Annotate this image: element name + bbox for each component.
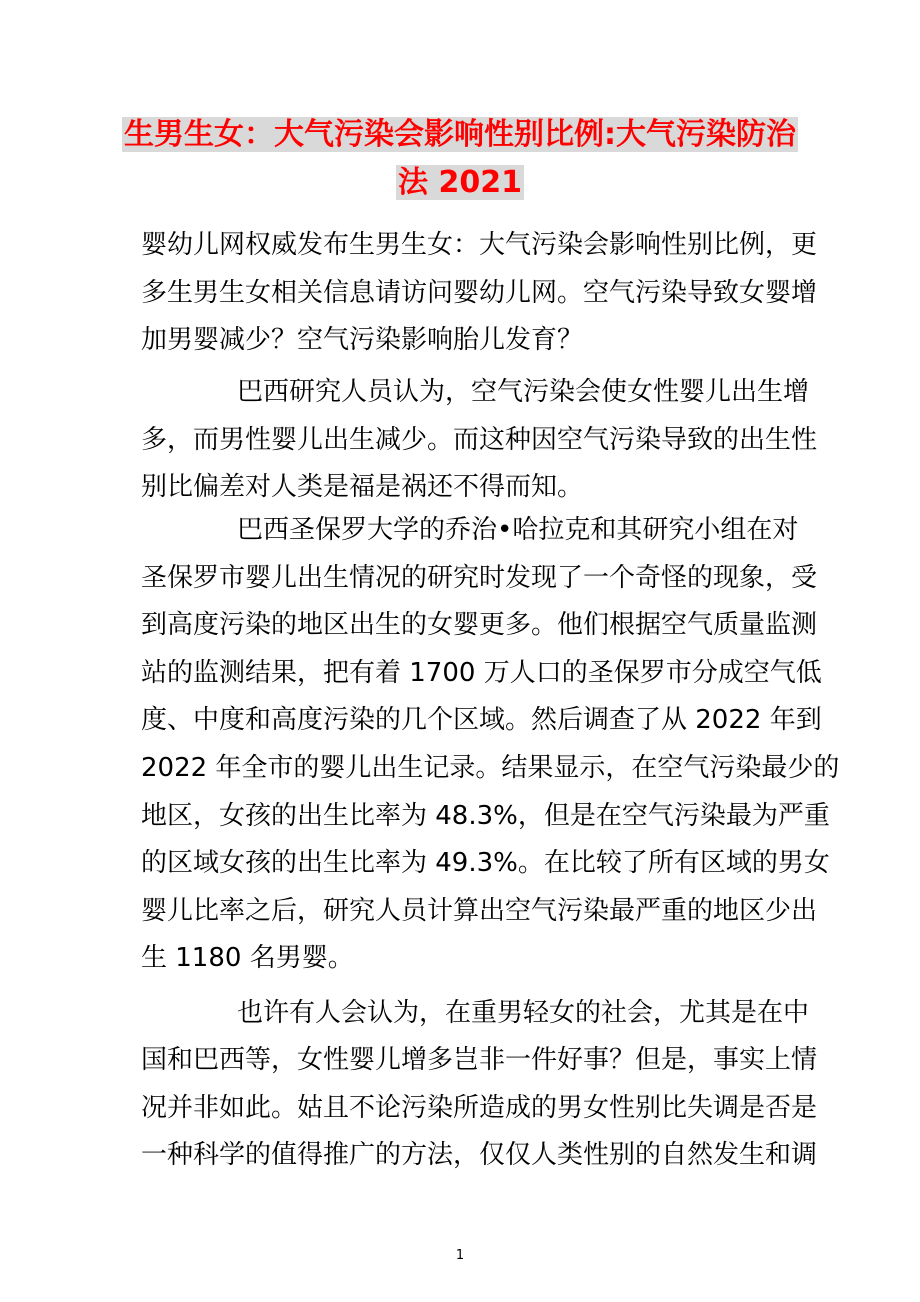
title-text: 法 2021	[398, 165, 522, 200]
page-number: 1	[455, 1248, 465, 1263]
paragraph-2-line: 巴西研究人员认为，空气污染会使女性婴儿出生增	[237, 377, 810, 407]
document-title-line-1	[0, 117, 920, 153]
paragraph-4-line: 也许有人会认为，在重男轻女的社会，尤其是在中	[237, 998, 810, 1028]
paragraph-4-line: 国和巴西等，女性婴儿增多岂非一件好事？但是，事实上情	[141, 1045, 818, 1075]
paragraph-3-line: 圣保罗市婴儿出生情况的研究时发现了一个奇怪的现象，受	[141, 563, 818, 593]
paragraph-1-line: 加男婴减少？空气污染影响胎儿发育？	[141, 325, 584, 355]
paragraph-3-line: 婴儿比率之后，研究人员计算出空气污染最严重的地区少出	[141, 896, 818, 926]
paragraph-1-line: 婴幼儿网权威发布生男生女：大气污染会影响性别比例，更	[141, 230, 818, 260]
paragraph-3-line: 的区域女孩的出生比率为 49.3%。在比较了所有区域的男女	[141, 848, 830, 878]
title-text: 生男生女：大气污染会影响性别比例:大气污染防治	[124, 117, 796, 152]
paragraph-3-line: 度、中度和高度污染的几个区域。然后调查了从 2022 年到	[141, 705, 822, 735]
paragraph-3-line: 生 1180 名男婴。	[141, 943, 354, 973]
paragraph-3-line: 到高度污染的地区出生的女婴更多。他们根据空气质量监测	[141, 610, 818, 640]
paragraph-3-line: 站的监测结果，把有着 1700 万人口的圣保罗市分成空气低	[141, 658, 822, 688]
paragraph-1-line: 多生男生女相关信息请访问婴幼儿网。空气污染导致女婴增	[141, 278, 818, 308]
paragraph-3-line: 2022 年全市的婴儿出生记录。结果显示，在空气污染最少的	[141, 753, 840, 783]
paragraph-3-line: 地区，女孩的出生比率为 48.3%，但是在空气污染最为严重	[141, 801, 830, 831]
paragraph-4-line: 况并非如此。姑且不论污染所造成的男女性别比失调是否是	[141, 1093, 818, 1123]
paragraph-3-line: 巴西圣保罗大学的乔治•哈拉克和其研究小组在对	[237, 515, 799, 545]
paragraph-2-line: 别比偏差对人类是福是祸还不得而知。	[141, 472, 584, 502]
paragraph-2-line: 多，而男性婴儿出生减少。而这种因空气污染导致的出生性	[141, 425, 818, 455]
document-title-line-2	[0, 165, 920, 201]
paragraph-4-line: 一种科学的值得推广的方法，仅仅人类性别的自然发生和调	[141, 1140, 818, 1170]
